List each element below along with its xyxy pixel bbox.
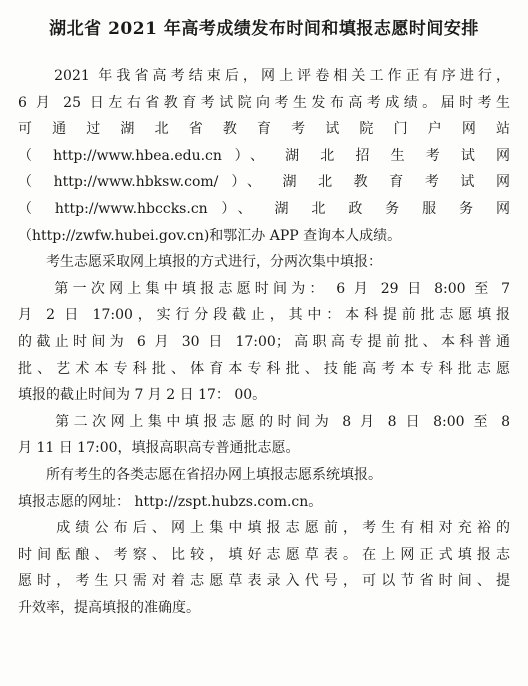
text-line-content: （ http://www.hbccks.cn ）、 湖 北 政 务 服 务 网 — [18, 200, 510, 217]
text-line-content: 6 月 25 日左右省教育考试院向考生发布高考成绩。届时考生 — [18, 94, 510, 111]
text-line — [18, 249, 510, 276]
text-line-content: 月 11 日 17:00，填报高职高专普通批志愿。 — [18, 440, 300, 457]
text-line-content: 第一次网上集中填报志愿时间为： 6 月 29 日 8:00 至 7 — [18, 280, 510, 297]
text-line-content: 第二次网上集中填报志愿的时间为 8 月 8 日 8:00 至 8 — [18, 413, 510, 430]
text-line-content: 的截止时间为 6 月 30 日 17:00；高职高专提前批、本科普通 — [18, 333, 510, 350]
text-line — [18, 196, 510, 223]
text-line — [18, 542, 510, 569]
text-line — [18, 169, 510, 196]
text-line-content: 升效率，提高填报的准确度。 — [18, 599, 200, 616]
text-line — [18, 515, 510, 542]
text-line-content: 批、艺术本专科批、体育本专科批、技能高考本专科批志愿 — [18, 360, 510, 377]
text-line — [18, 63, 510, 90]
text-line-content: 愿时，考生只需对着志愿草表录入代号，可以节省时间、提 — [18, 573, 510, 590]
text-line — [18, 462, 510, 489]
text-line — [18, 356, 510, 383]
text-line-content: （http://zwfw.hubei.gov.cn)和鄂汇办 APP 查询本人成绩。 — [18, 227, 402, 244]
text-line — [18, 382, 510, 409]
text-line-content: 月 2 日 17:00，实行分段截止，其中：本科提前批志愿填报 — [18, 307, 510, 324]
text-line-content: 所有考生的各类志愿在省招办网上填报志愿系统填报。 — [18, 466, 382, 483]
document-title: 湖北省 2021 年高考成绩发布时间和填报志愿时间安排 — [49, 19, 479, 39]
text-line-content: 可 通 过 湖 北 省 教 育 考 试 院 门 户 网 站 — [18, 121, 510, 138]
text-line-content: （ http://www.hbea.edu.cn ）、 湖 北 招 生 考 试 网 — [18, 147, 510, 164]
text-line — [18, 489, 510, 516]
text-line-content: 填报的截止时间为 7 月 2 日 17： 00。 — [18, 387, 267, 404]
text-line — [18, 143, 510, 170]
text-line — [18, 329, 510, 356]
text-line — [18, 302, 510, 329]
text-line — [18, 435, 510, 462]
document-body — [18, 63, 510, 621]
text-line — [18, 276, 510, 303]
text-line-content: （ http://www.hbksw.com/ ）、 湖 北 教 育 考 试 网 — [18, 174, 510, 191]
text-line-content: 成绩公布后、网上集中填报志愿前，考生有相对充裕的 — [18, 520, 510, 537]
text-line — [18, 223, 510, 250]
text-line-content: 2021 年我省高考结束后，网上评卷相关工作正有序进行， — [18, 68, 510, 84]
text-line — [18, 116, 510, 143]
text-line-content: 考生志愿采取网上填报的方式进行，分两次集中填报： — [18, 254, 382, 271]
text-line-content: 填报志愿的网址： http://zspt.hubzs.com.cn。 — [18, 493, 323, 510]
text-line — [18, 595, 510, 622]
text-line — [18, 568, 510, 595]
text-line — [18, 409, 510, 436]
text-line — [18, 90, 510, 117]
text-line-content: 时间酝酿、考察、比较，填好志愿草表。在上网正式填报志 — [18, 546, 510, 563]
